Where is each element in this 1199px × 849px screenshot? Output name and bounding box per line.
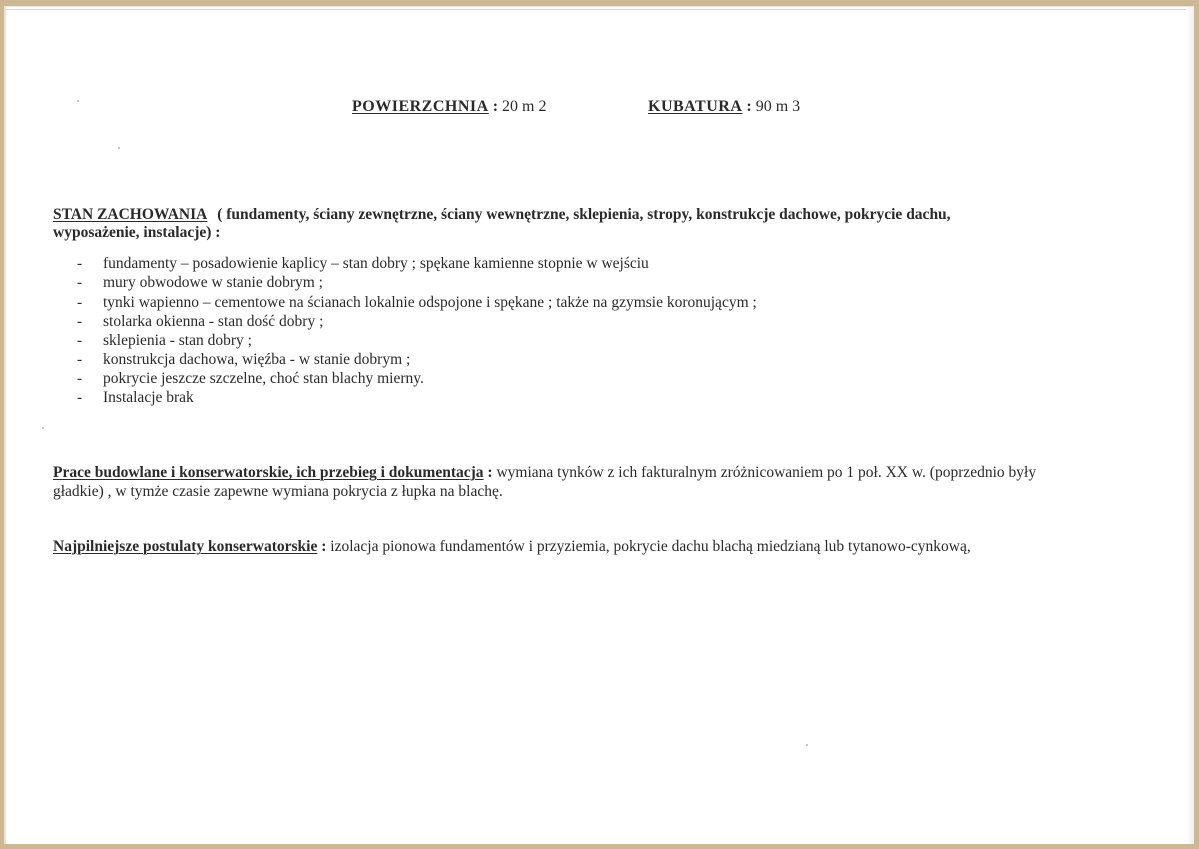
volume-separator: : <box>746 98 752 115</box>
scan-speck <box>77 100 79 102</box>
list-item-text: mury obwodowe w stanie dobrym ; <box>103 274 323 291</box>
scan-speck <box>118 147 120 149</box>
list-bullet: - <box>77 294 83 311</box>
document-page <box>4 6 1194 844</box>
list-item <box>77 254 649 273</box>
list-bullet: - <box>77 313 83 330</box>
area-value: 20 m 2 <box>502 98 547 115</box>
list-item <box>77 369 424 388</box>
list-item <box>77 293 757 312</box>
list-item-text: tynki wapienno – cementowe na ścianach lokalnie odspojone i spękane ; także na gzymsie koronującym ; <box>103 294 757 311</box>
works-text: wymiana tynków z ich fakturalnym zróżnicowaniem po 1 poł. XX w. (poprzednio były <box>496 464 1037 481</box>
list-item-text: Instalacje brak <box>103 389 194 406</box>
list-item <box>77 312 323 331</box>
scan-speck <box>42 427 44 429</box>
area-field <box>352 97 546 116</box>
works-label: Prace budowlane i konserwatorskie, ich przebieg i dokumentacja <box>53 464 484 481</box>
scan-speck <box>806 744 808 746</box>
list-item-text: stolarka okienna - stan dość dobry ; <box>103 313 324 330</box>
list-bullet: - <box>77 274 83 291</box>
list-bullet: - <box>77 332 83 349</box>
list-item <box>77 388 194 407</box>
condition-subheading-continued: wyposażenie, instalacje) : <box>53 224 221 241</box>
list-item-text: pokrycie jeszcze szczelne, choć stan blachy mierny. <box>103 370 424 387</box>
volume-field <box>648 97 800 116</box>
postulates-label: Najpilniejsze postulaty konserwatorskie <box>53 538 318 555</box>
volume-value: 90 m 3 <box>755 98 801 115</box>
condition-heading-line <box>53 205 951 224</box>
list-item <box>77 331 252 350</box>
list-item-text: fundamenty – posadowienie kaplicy – stan dobry ; spękane kamienne stopnie w wejściu <box>103 255 649 272</box>
condition-heading: STAN ZACHOWANIA <box>53 206 208 223</box>
list-item-text: konstrukcja dachowa, więźba - w stanie dobrym ; <box>103 351 411 368</box>
list-item <box>77 273 323 292</box>
page-edge-shadow <box>1186 7 1194 844</box>
list-bullet: - <box>77 389 83 406</box>
list-bullet: - <box>77 370 83 387</box>
list-bullet: - <box>77 255 83 272</box>
area-separator: : <box>492 98 499 115</box>
area-label: POWIERZCHNIA <box>352 98 489 115</box>
list-item <box>77 350 410 369</box>
postulates-line <box>53 537 971 556</box>
list-bullet: - <box>77 351 83 368</box>
works-text-continued: gładkie) , w tymże czasie zapewne wymiana pokrycia z łupka na blachę. <box>53 483 503 500</box>
works-separator: : <box>487 464 493 481</box>
list-item-text: sklepienia - stan dobry ; <box>103 332 252 349</box>
volume-label: KUBATURA <box>648 98 743 115</box>
works-line <box>53 463 1036 482</box>
postulates-separator: : <box>321 538 327 555</box>
condition-subheading: ( fundamenty, ściany zewnętrzne, ściany wewnętrzne, sklepienia, stropy, konstrukcje dachowe, pokrycie dachu, <box>217 206 951 223</box>
postulates-text: izolacja pionowa fundamentów i przyziemia, pokrycie dachu blachą miedzianą lub tytanowo-cynkową, <box>330 538 971 555</box>
page-fold-line <box>6 9 1196 10</box>
